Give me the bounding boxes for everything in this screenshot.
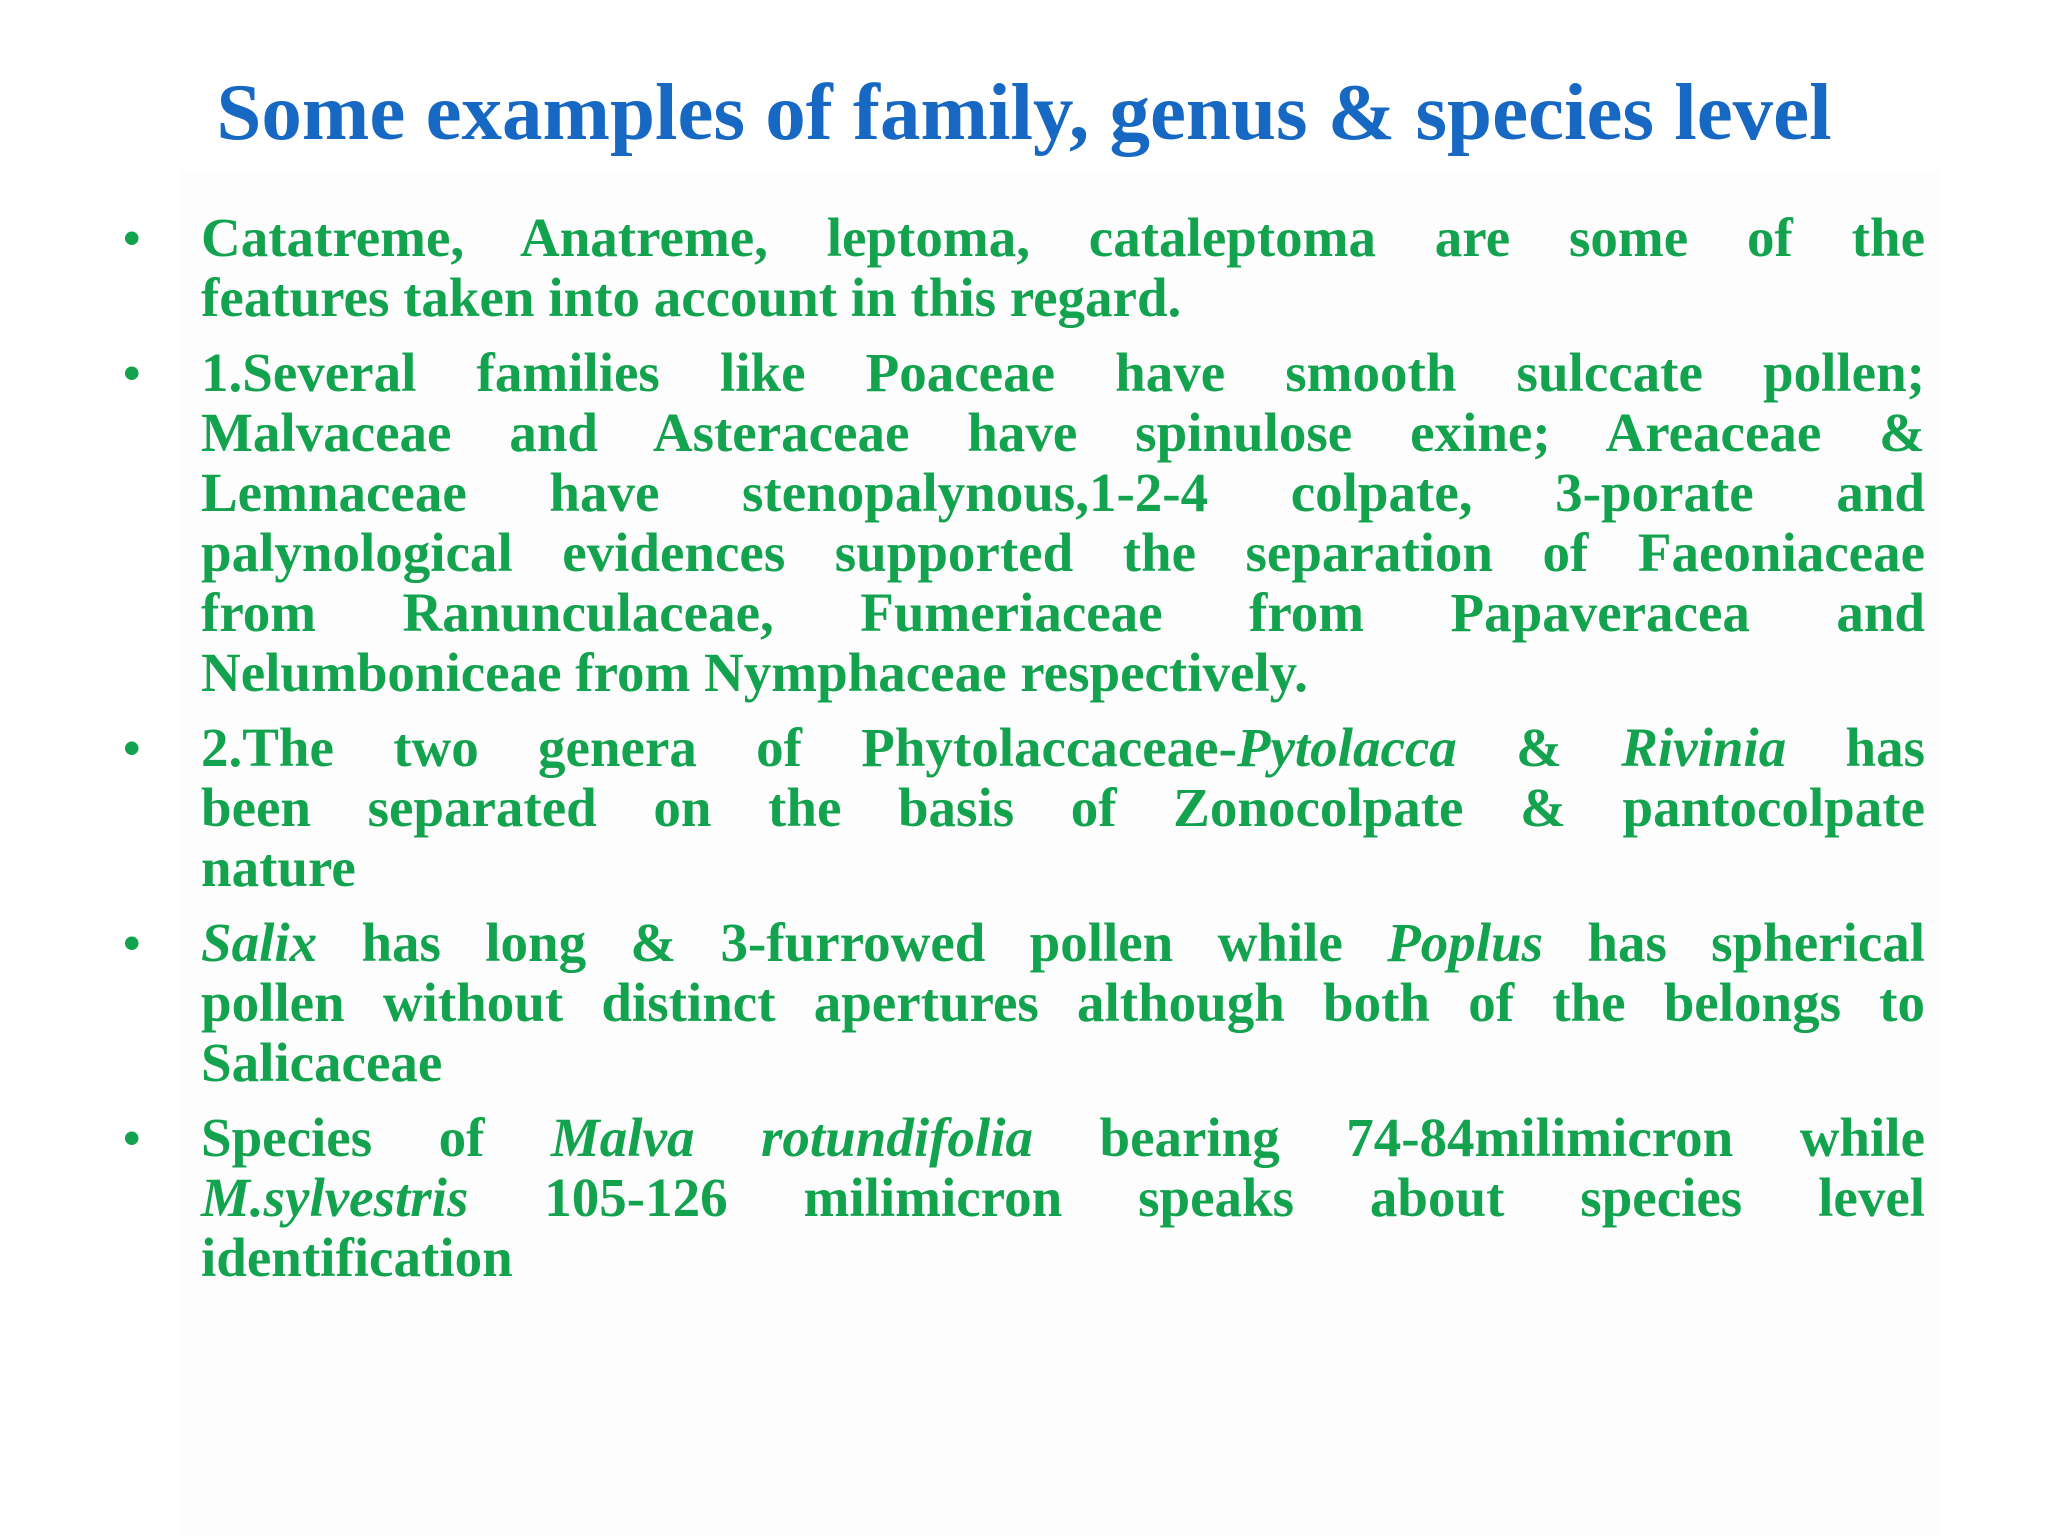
text-segment: & [1516, 717, 1562, 778]
bullet-item-1 [0, 208, 1925, 328]
bullet-list [0, 208, 2048, 1303]
text-line: 1.Several families like Poaceae have smooth sulccate pollen; [201, 342, 1925, 403]
genus-name: Rivinia [1621, 717, 1787, 778]
bullet-dot-icon: • [123, 720, 141, 776]
text-line [201, 913, 1925, 973]
bullet-item-2 [0, 343, 1925, 703]
bullet-item-5 [0, 1108, 1925, 1288]
text-segment: has spherical [1587, 912, 1926, 973]
text-line: Lemnaceae have stenopalynous,1-2-4 colpate, 3-porate and [201, 462, 1925, 523]
text-segment: 105-126 milimicron speaks about species level [544, 1167, 1926, 1228]
bullet-dot-icon: • [123, 345, 141, 401]
text-line: Salicaceae [201, 1032, 443, 1093]
bullet-item-3 [0, 718, 1925, 898]
genus-name: Poplus [1387, 912, 1544, 973]
text-line: features taken into account in this regard. [201, 267, 1182, 328]
text-segment: has long & 3-furrowed pollen while [361, 912, 1343, 973]
bullet-item-4 [0, 913, 1925, 1093]
text-line [201, 1168, 1925, 1228]
text-line [201, 718, 1925, 778]
bullet-dot-icon: • [123, 915, 141, 971]
text-line: identification [201, 1227, 513, 1288]
text-line: Catatreme, Anatreme, leptoma, cataleptoma are some of the [201, 207, 1925, 268]
bullet-dot-icon: • [123, 210, 141, 266]
text-line: Malvaceae and Asteraceae have spinulose exine; Areaceae & [201, 402, 1925, 463]
species-name: M.sylvestris [201, 1167, 469, 1228]
genus-name: Salix [201, 912, 318, 973]
text-segment: 2.The two genera of Phytolaccaceae- [201, 717, 1237, 778]
text-line [201, 1108, 1925, 1168]
text-line: from Ranunculaceae, Fumeriaceae from Papaveracea and [201, 582, 1925, 643]
text-line: nature [201, 837, 356, 898]
genus-name: Pytolacca [1236, 717, 1457, 778]
text-segment: bearing 74-84milimicron while [1099, 1107, 1925, 1168]
slide-title: Some examples of family, genus & species level [216, 67, 1832, 157]
text-segment: Species of [201, 1107, 485, 1168]
text-line: Nelumboniceae from Nymphaceae respectively. [201, 642, 1308, 703]
text-line: been separated on the basis of Zonocolpate & pantocolpate [201, 777, 1925, 838]
text-segment: has [1845, 717, 1925, 778]
text-line: palynological evidences supported the separation of Faeoniaceae [201, 522, 1925, 583]
bullet-dot-icon: • [123, 1110, 141, 1166]
text-line: pollen without distinct apertures although both of the belongs to [201, 972, 1925, 1033]
species-name: Malva rotundifolia [550, 1107, 1033, 1168]
